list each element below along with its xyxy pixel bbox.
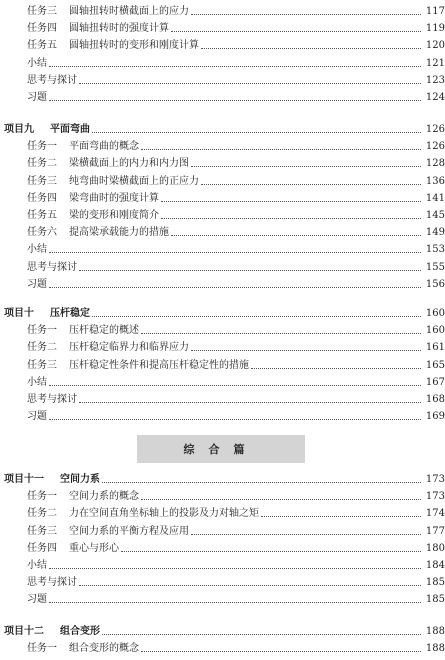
toc-entry-text bbox=[0, 325, 139, 337]
toc-page-number: 136 bbox=[425, 175, 445, 187]
toc-leader-dots bbox=[79, 83, 421, 84]
toc-section-row[interactable] bbox=[0, 358, 445, 372]
toc-entry-text bbox=[0, 92, 47, 104]
toc-entry-title: 圆轴扭转时的变形和刚度计算 bbox=[69, 40, 199, 52]
toc-page-number: 120 bbox=[425, 40, 445, 52]
toc-misc-row[interactable] bbox=[0, 73, 445, 87]
toc-entry-number: 任务六 bbox=[27, 227, 57, 239]
toc-entry-text bbox=[0, 158, 189, 170]
toc-entry-title: 力在空间直角坐标轴上的投影及力对轴之矩 bbox=[69, 508, 259, 520]
toc-page-number: 165 bbox=[425, 359, 445, 371]
toc-entry-text bbox=[0, 262, 77, 274]
toc-entry-title: 圆轴扭转时的强度计算 bbox=[69, 23, 169, 35]
toc-misc-row[interactable] bbox=[0, 90, 445, 104]
toc-entry-title: 习题 bbox=[27, 594, 47, 606]
toc-entry-number: 任务一 bbox=[27, 325, 57, 337]
toc-page-number: 156 bbox=[425, 278, 445, 290]
toc-entry-title: 思考与探讨 bbox=[27, 74, 77, 86]
toc-entry-title: 思考与探讨 bbox=[27, 577, 77, 589]
toc-chapter-row[interactable] bbox=[0, 624, 445, 638]
toc-entry-text bbox=[0, 543, 119, 555]
toc-entry-number: 任务一 bbox=[27, 141, 57, 153]
toc-entry-number: 项目十二 bbox=[4, 626, 44, 637]
toc-page-number: 141 bbox=[425, 192, 445, 204]
toc-misc-row[interactable] bbox=[0, 56, 445, 70]
toc-leader-dots bbox=[191, 534, 421, 535]
toc-entry-title: 纯弯曲时梁横截面上的正应力 bbox=[69, 175, 199, 187]
toc-leader-dots bbox=[49, 419, 421, 420]
toc-page-number: 177 bbox=[425, 525, 445, 537]
toc-entry-text bbox=[0, 411, 47, 423]
toc-leader-dots bbox=[102, 482, 421, 483]
toc-entry-number: 任务二 bbox=[27, 342, 57, 354]
toc-page-number: 160 bbox=[425, 308, 445, 319]
toc-entry-number: 任务五 bbox=[27, 40, 57, 52]
toc-entry-text bbox=[0, 40, 199, 52]
toc-page-number: 184 bbox=[425, 560, 445, 571]
toc-entry-title: 习题 bbox=[27, 92, 47, 103]
toc-entry-text bbox=[0, 308, 90, 320]
toc-entry-title: 小结 bbox=[27, 376, 47, 388]
toc-page-number: 149 bbox=[425, 227, 445, 239]
toc-entry-number: 任务一 bbox=[27, 643, 57, 655]
toc-section-row[interactable] bbox=[0, 641, 445, 655]
toc-misc-row[interactable] bbox=[0, 260, 445, 274]
toc-entry-text bbox=[0, 176, 199, 188]
toc-page-number: 126 bbox=[425, 141, 445, 153]
toc-leader-dots bbox=[49, 602, 421, 603]
toc-leader-dots bbox=[121, 551, 421, 552]
toc-chapter-row[interactable] bbox=[0, 122, 445, 136]
toc-page-number: 145 bbox=[425, 210, 445, 221]
toc-leader-dots bbox=[49, 287, 421, 288]
toc-page-number: 173 bbox=[425, 491, 445, 503]
toc-section-row[interactable] bbox=[0, 38, 445, 52]
toc-leader-dots bbox=[191, 166, 421, 167]
toc-leader-dots bbox=[79, 585, 421, 586]
toc-entry-number: 任务三 bbox=[27, 359, 57, 371]
toc-leader-dots bbox=[161, 218, 421, 219]
toc-entry-text bbox=[0, 193, 159, 205]
toc-leader-dots bbox=[171, 235, 421, 236]
toc-entry-title: 平面弯曲 bbox=[50, 124, 90, 135]
toc-page-number: 160 bbox=[425, 325, 445, 337]
toc-section-row[interactable] bbox=[0, 340, 445, 354]
toc-leader-dots bbox=[49, 568, 421, 569]
toc-page-number: 174 bbox=[425, 508, 445, 520]
toc-entry-text bbox=[0, 643, 139, 655]
toc-section-row[interactable] bbox=[0, 524, 445, 538]
toc-page-number: 168 bbox=[425, 394, 445, 405]
toc-page-number: 117 bbox=[425, 6, 445, 17]
toc-entry-number: 任务四 bbox=[27, 192, 57, 204]
toc-leader-dots bbox=[261, 516, 421, 517]
toc-entry-text bbox=[0, 508, 259, 520]
toc-page-number: 119 bbox=[425, 23, 445, 35]
toc-entry-title: 组合变形 bbox=[60, 626, 100, 637]
toc-entry-text bbox=[0, 23, 169, 35]
toc-entry-number: 任务二 bbox=[27, 508, 57, 520]
toc-leader-dots bbox=[141, 499, 421, 500]
toc-section-row[interactable] bbox=[0, 323, 445, 337]
toc-leader-dots bbox=[191, 350, 421, 351]
toc-entry-title: 空间力系的平衡方程及应用 bbox=[69, 525, 189, 537]
toc-entry-text bbox=[0, 360, 249, 372]
toc-page-number: 123 bbox=[425, 74, 445, 86]
toc-section-row[interactable] bbox=[0, 489, 445, 503]
toc-leader-dots bbox=[79, 270, 421, 271]
toc-entry-text bbox=[0, 577, 77, 589]
toc-leader-dots bbox=[92, 316, 421, 317]
toc-misc-row[interactable] bbox=[0, 392, 445, 406]
toc-page-number: 180 bbox=[425, 542, 445, 554]
toc-leader-dots bbox=[141, 333, 421, 334]
toc-leader-dots bbox=[171, 31, 421, 32]
toc-section-row[interactable] bbox=[0, 4, 445, 18]
toc-leader-dots bbox=[201, 184, 421, 185]
toc-entry-title: 梁的变形和刚度简介 bbox=[69, 210, 159, 221]
toc-entry-text bbox=[0, 491, 139, 503]
toc-entry-title: 平面弯曲的概念 bbox=[69, 141, 139, 153]
toc-entry-title: 圆轴扭转时横截面上的应力 bbox=[69, 6, 189, 17]
toc-page-number: 126 bbox=[425, 124, 445, 135]
toc-entry-text bbox=[0, 342, 189, 354]
toc-misc-row[interactable] bbox=[0, 575, 445, 589]
toc-section-row[interactable] bbox=[0, 506, 445, 520]
toc-entry-title: 空间力系的概念 bbox=[69, 491, 139, 503]
toc-entry-title: 压杆稳定临界力和临界应力 bbox=[69, 342, 189, 354]
toc-entry-title: 小结 bbox=[27, 57, 47, 69]
toc-entry-title: 小结 bbox=[27, 244, 47, 256]
toc-misc-row[interactable] bbox=[0, 558, 445, 572]
toc-section-row[interactable] bbox=[0, 139, 445, 153]
toc-misc-row[interactable] bbox=[0, 277, 445, 291]
toc-entry-number: 项目十一 bbox=[4, 474, 44, 485]
toc-page-number: 185 bbox=[425, 594, 445, 606]
toc-entry-text bbox=[0, 124, 90, 136]
toc-entry-text bbox=[0, 6, 189, 18]
toc-entry-title: 空间力系 bbox=[60, 474, 100, 485]
toc-entry-text bbox=[0, 279, 47, 291]
toc-entry-title: 思考与探讨 bbox=[27, 394, 77, 405]
toc-entry-text bbox=[0, 75, 77, 87]
toc-page-number: 153 bbox=[425, 244, 445, 256]
toc-entry-text bbox=[0, 377, 47, 389]
toc-entry-number: 项目十 bbox=[4, 308, 34, 319]
toc-page-number: 185 bbox=[425, 577, 445, 589]
toc-misc-row[interactable] bbox=[0, 592, 445, 606]
toc-leader-dots bbox=[141, 651, 421, 652]
toc-page-number: 121 bbox=[425, 57, 445, 69]
part-banner-comprehensive: 综合篇 bbox=[137, 435, 305, 463]
toc-entry-number: 项目九 bbox=[4, 124, 34, 135]
toc-entry-text bbox=[0, 244, 47, 256]
toc-section-row[interactable] bbox=[0, 156, 445, 170]
toc-misc-row[interactable] bbox=[0, 409, 445, 423]
toc-entry-number: 任务一 bbox=[27, 491, 57, 503]
toc-leader-dots bbox=[49, 66, 421, 67]
toc-section-row[interactable] bbox=[0, 21, 445, 35]
toc-entry-number: 任务三 bbox=[27, 6, 57, 17]
toc-page-number: 128 bbox=[425, 158, 445, 170]
toc-section-row[interactable] bbox=[0, 208, 445, 222]
toc-page-number: 188 bbox=[425, 643, 445, 655]
toc-entry-title: 习题 bbox=[27, 278, 47, 290]
toc-entry-text bbox=[0, 526, 189, 538]
toc-entry-text bbox=[0, 560, 47, 572]
toc-leader-dots bbox=[201, 48, 421, 49]
toc-entry-number: 任务四 bbox=[27, 542, 57, 554]
toc-entry-title: 小结 bbox=[27, 560, 47, 571]
toc-entry-title: 提高梁承载能力的措施 bbox=[69, 227, 169, 239]
toc-entry-title: 梁弯曲时的强度计算 bbox=[69, 192, 159, 204]
toc-page-number: 173 bbox=[425, 474, 445, 485]
toc-leader-dots bbox=[92, 132, 421, 133]
toc-entry-text bbox=[0, 58, 47, 70]
toc-section-row[interactable] bbox=[0, 541, 445, 555]
toc-entry-title: 梁横截面上的内力和内力图 bbox=[69, 158, 189, 170]
toc-chapter-row[interactable] bbox=[0, 306, 445, 320]
toc-entry-title: 压杆稳定的概述 bbox=[69, 325, 139, 337]
toc-page-number: 167 bbox=[425, 376, 445, 388]
toc-entry-number: 任务三 bbox=[27, 175, 57, 187]
toc-page-number: 124 bbox=[425, 92, 445, 103]
toc-entry-text bbox=[0, 626, 100, 638]
toc-misc-row[interactable] bbox=[0, 242, 445, 256]
toc-entry-title: 压杆稳定 bbox=[50, 308, 90, 319]
toc-entry-title: 思考与探讨 bbox=[27, 261, 77, 273]
toc-leader-dots bbox=[141, 149, 421, 150]
toc-leader-dots bbox=[251, 368, 421, 369]
toc-entry-text bbox=[0, 227, 169, 239]
toc-entry-number: 任务五 bbox=[27, 210, 57, 221]
toc-entry-number: 任务三 bbox=[27, 525, 57, 537]
toc-section-row[interactable] bbox=[0, 174, 445, 188]
toc-entry-title: 重心与形心 bbox=[69, 542, 119, 554]
toc-page-number: 169 bbox=[425, 411, 445, 423]
toc-leader-dots bbox=[49, 252, 421, 253]
toc-page-number: 188 bbox=[425, 626, 445, 637]
toc-section-row[interactable] bbox=[0, 191, 445, 205]
toc-leader-dots bbox=[49, 100, 421, 101]
toc-entry-text bbox=[0, 141, 139, 153]
toc-leader-dots bbox=[49, 385, 421, 386]
toc-leader-dots bbox=[161, 201, 421, 202]
toc-entry-title: 习题 bbox=[27, 411, 47, 423]
toc-misc-row[interactable] bbox=[0, 375, 445, 389]
toc-page-number: 155 bbox=[425, 261, 445, 273]
toc-leader-dots bbox=[191, 14, 421, 15]
toc-section-row[interactable] bbox=[0, 225, 445, 239]
toc-leader-dots bbox=[102, 634, 421, 635]
toc-entry-title: 组合变形的概念 bbox=[69, 643, 139, 655]
toc-entry-text bbox=[0, 394, 77, 406]
toc-chapter-row[interactable] bbox=[0, 472, 445, 486]
toc-entry-number: 任务四 bbox=[27, 23, 57, 35]
toc-entry-title: 压杆稳定性条件和提高压杆稳定性的措施 bbox=[69, 359, 249, 371]
toc-entry-text bbox=[0, 210, 159, 222]
toc-page-number: 161 bbox=[425, 342, 445, 354]
toc-entry-text bbox=[0, 594, 47, 606]
toc-entry-text bbox=[0, 474, 100, 486]
toc-entry-number: 任务二 bbox=[27, 158, 57, 170]
toc-leader-dots bbox=[79, 402, 421, 403]
